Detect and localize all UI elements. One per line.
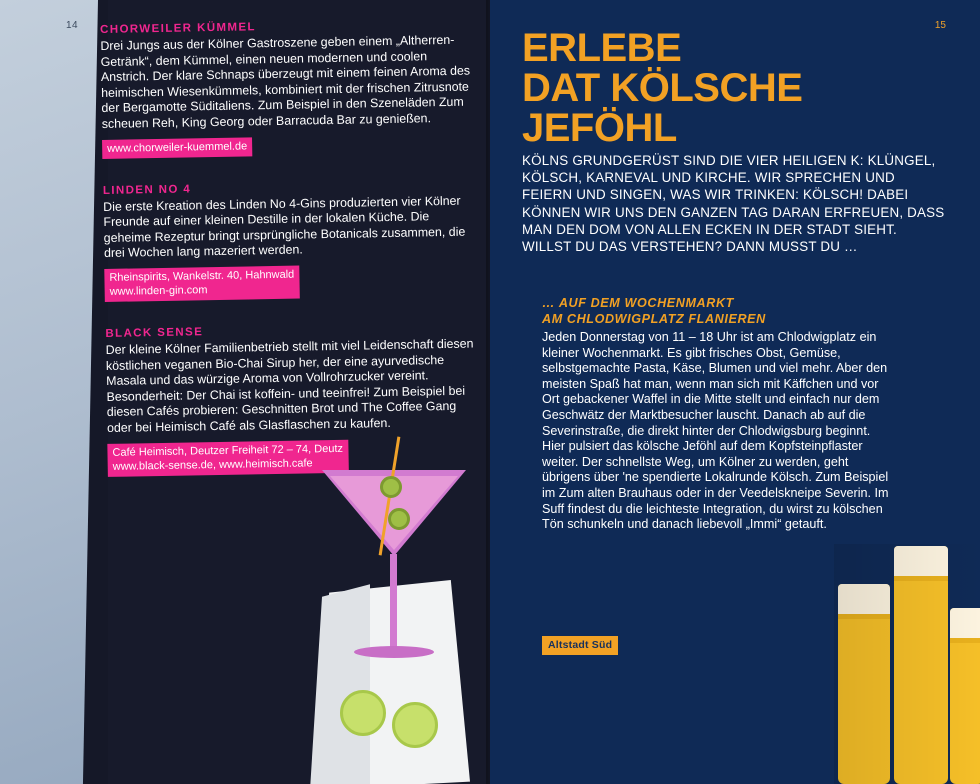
cocktail-glass-illustration <box>300 430 490 784</box>
subsection-body: Jeden Donnerstag von 11 – 18 Uhr ist am Chlodwigplatz ein kleiner Wochenmarkt. Es gibt frisches Obst, Gemüse, selbstgemachte Pasta, Käse, Blumen und viel mehr. Aber den meisten Spaß hat man, wenn man sich mit Käffchen und vor Ort gebackener Waffel in die Mitte stellt und einfach nur dem Geschwätz der Marktbesucher lauscht. Danach ab auf die Severinstraße, die direkt hinter der Chlodwigsburg beginnt. Hier pulsiert das kölsche Jeföhl auf dem Kopfsteinpflaster weiter. Der schnellste Weg, um Kölner zu werden, geht übrigens über 'ne spendierte Lokalrunde Kölsch. Zum Beispiel im Zum alten Brauhaus oder in der Veedelskneipe Severin. Im Suff findest du die leichteste Integration, du wirst zu kölschen Tön schunkeln und danach liebevoll „Immi“ getauft. <box>542 330 889 532</box>
section-body: Der kleine Kölner Familienbetrieb stellt mit viel Leidenschaft diesen köstlichen veganen Bio-Chai Sirup her, der eine ayurvedische Masala und das würzige Aroma von Vollrohrzucker vereint. Besonderheit: Der Chai ist koffein- und teeinfrei! Zum Beispiel bei diesen Cafés probieren: Geschnitten Brot und The Coffee Gang oder bei Heimisch Café als Glasflaschen zu kaufen. <box>105 336 474 435</box>
article-section-chorweiler-kuemmel <box>100 18 474 159</box>
section-tagline <box>102 137 252 159</box>
cocktail-glass-foot <box>354 646 434 658</box>
tagline-line: Café Heimisch, Deutzer Freiheit 72 – 74, Deutz <box>112 442 344 459</box>
tagline-line: www.linden-gin.com <box>109 284 208 298</box>
page-title <box>522 28 942 148</box>
left-article-column <box>100 18 480 485</box>
lime-slice-icon <box>392 702 438 748</box>
section-title: BLACK SENSE <box>105 326 204 340</box>
tagline-line: Rheinspirits, Wankelstr. 40, Hahnwald <box>109 268 295 284</box>
beer-rim <box>950 638 980 643</box>
section-body: Die erste Kreation des Linden No 4-Gins produzierten vier Kölner Freunde auf einer kleinen Destille in der lokalen Küche. Die geheime Rezeptur bringt ursprüngliche Botanicals zusammen, die drei Wochen lang mazeriert werden. <box>103 193 466 261</box>
headline-line: DAT KÖLSCHE <box>522 66 803 110</box>
status-badge: Altstadt Süd <box>542 636 618 655</box>
section-tagline <box>104 265 299 301</box>
paper-bag-shadow <box>310 580 370 784</box>
tagline-line: www.chorweiler-kuemmel.de <box>107 140 248 155</box>
left-page-number: 14 <box>66 20 79 31</box>
intro-paragraph: KÖLNS GRUNDGERÜST SIND DIE VIER HEILIGEN K: KLÜNGEL, KÖLSCH, KARNEVAL UND KIRCHE. WIR SPRECHEN UND FEIERN UND SINGEN, WAS WIR TRINKEN: KÖLSCH! DABEI KÖNNEN WIR UNS DEN GANZEN TAG DARAN ERFREUEN, DASS MAN DEN DOM VON ALLEN ECKEN IN DER STADT SIEHT. WILLST DU DAS VERSTEHEN? DANN MUSST DU … <box>522 153 945 255</box>
beer-glass-illustration <box>950 608 980 784</box>
beer-foam <box>838 584 890 618</box>
section-title: LINDEN NO 4 <box>102 182 192 197</box>
beer-foam <box>894 546 948 580</box>
beer-glass-illustration <box>894 546 948 784</box>
subsection-title <box>542 296 942 327</box>
olive-icon <box>380 476 402 498</box>
beer-rim <box>838 614 890 619</box>
headline-line: JEFÖHL <box>522 106 677 150</box>
tagline-line: www.black-sense.de, www.heimisch.cafe <box>112 456 313 473</box>
beer-rim <box>894 576 948 581</box>
subsection-title-line: AM CHLODWIGPLATZ FLANIEREN <box>542 311 766 326</box>
beer-foam <box>950 608 980 642</box>
subsection-title-line: … AUF DEM WOCHENMARKT <box>542 296 734 310</box>
olive-icon <box>388 508 410 530</box>
section-title: CHORWEILER KÜMMEL <box>100 21 257 36</box>
headline-line: ERLEBE <box>522 26 682 70</box>
cocktail-glass-stem <box>390 554 397 650</box>
right-page <box>490 0 980 784</box>
lime-slice-icon <box>340 690 386 736</box>
section-body: Drei Jungs aus der Kölner Gastroszene geben einem „Altherren-Getränk“, dem Kümmel, einen neuen modernen und coolen Anstrich. Der klare Schnaps überzeugt mit einem feinen Aroma des heimischen Wiesenkümmels, kombiniert mit der frischen Zitrusnote der Bergamotte Süditaliens. Zum Beispiel in den Szeneläden Zum scheuen Reh, King Georg oder Barracuda Bar zu genießen. <box>100 32 471 131</box>
article-section-linden-no-4 <box>103 178 477 302</box>
beer-glass-illustration <box>838 584 890 784</box>
right-page-number: 15 <box>934 20 946 31</box>
